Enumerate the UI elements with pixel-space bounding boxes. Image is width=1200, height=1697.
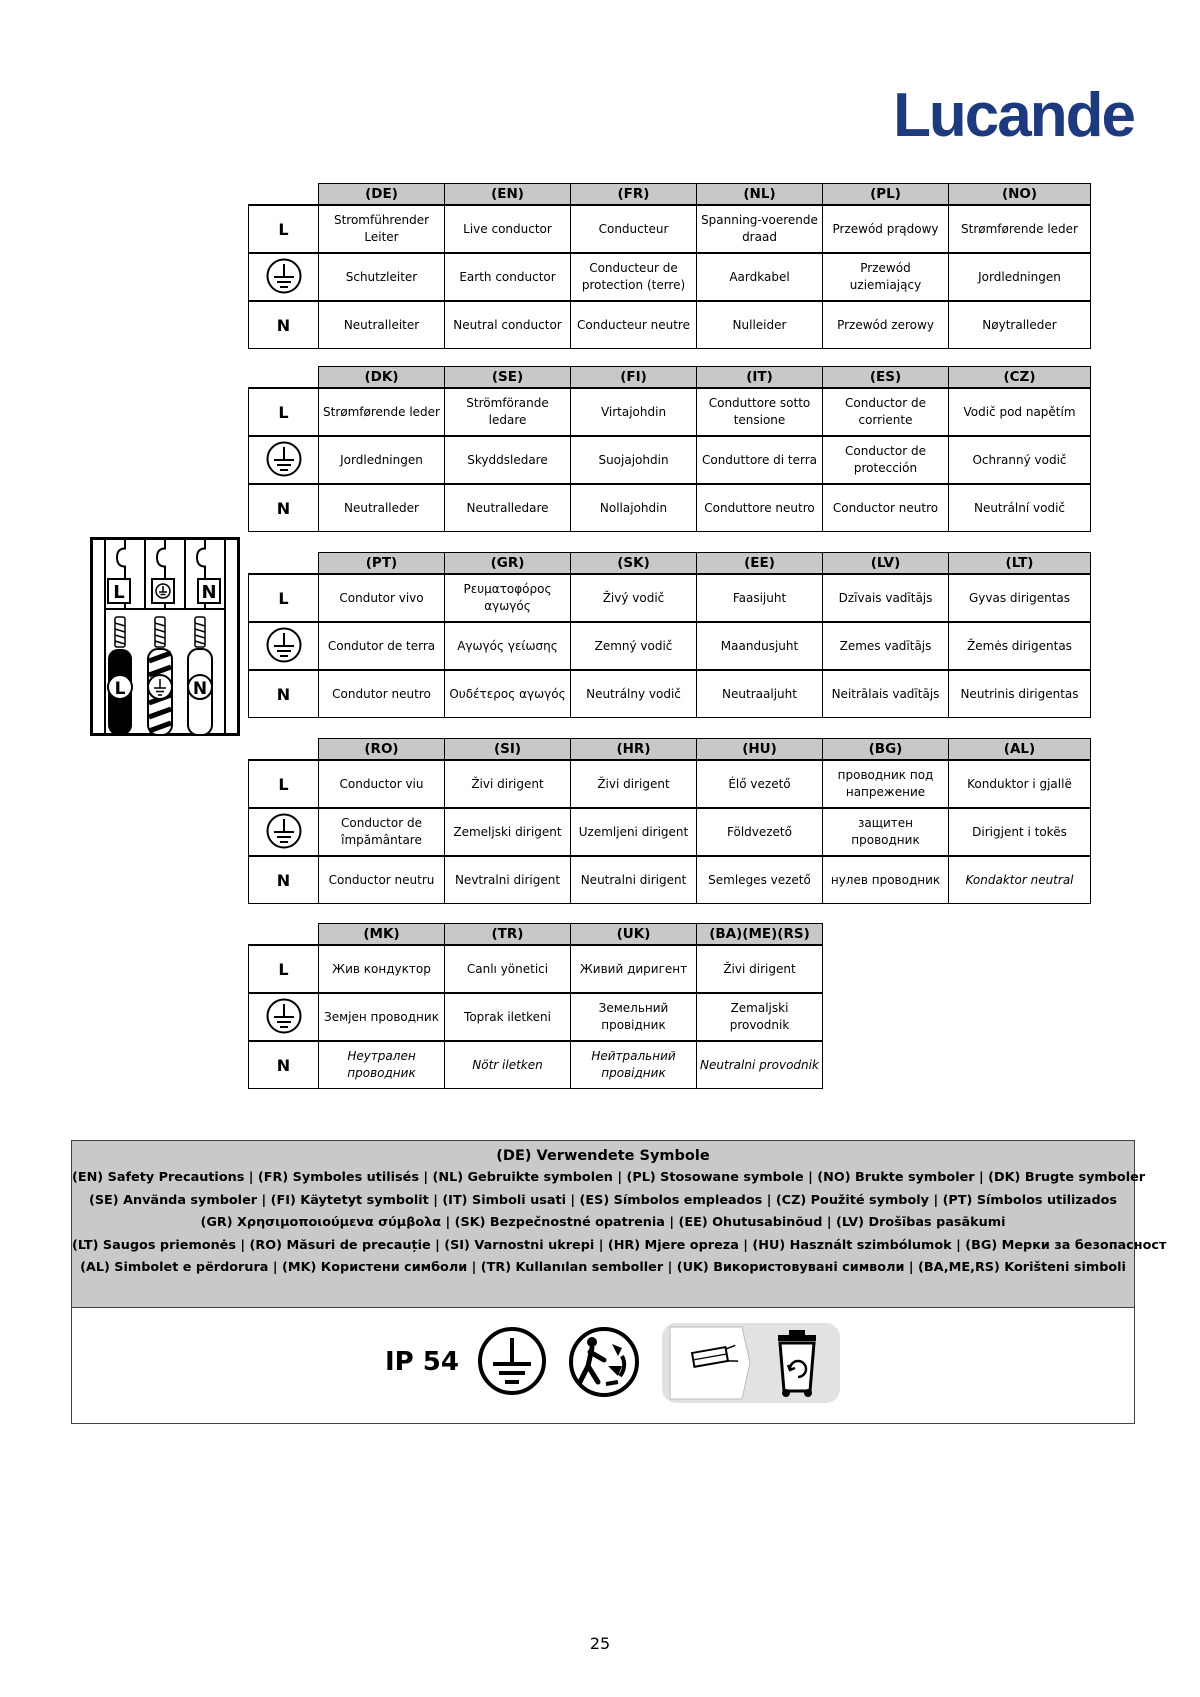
table-cell: Conduttore di terra [697,436,823,484]
language-code: (PT) [319,553,445,575]
table-cell: Vodič pod napětím [949,388,1091,436]
live-row [249,574,1091,622]
table-cell: Uzemljeni dirigent [571,808,697,856]
page-number: 25 [589,1634,611,1653]
neutral-row [249,1041,823,1089]
table-cell: Faasijuht [697,574,823,622]
earth-symbol-icon [249,622,319,670]
table-cell: Αγωγός γείωσης [445,622,571,670]
table-cell: Neutralleder [319,484,445,532]
brand-logo: Lucande [893,81,1134,150]
table-cell: Strømførende leder [319,388,445,436]
table-cell: Dzīvais vadītājs [823,574,949,622]
live-symbol: L [249,388,319,436]
neutral-symbol: N [249,301,319,349]
live-row [249,945,823,993]
language-code: (LV) [823,553,949,575]
table-cell: Nulleider [697,301,823,349]
language-code: (RO) [319,739,445,761]
table-cell: проводник под напрежение [823,760,949,808]
table-cell: Живий диригент [571,945,697,993]
live-symbol: L [249,760,319,808]
language-code: (DE) [319,184,445,206]
table-cell: Земјен проводник [319,993,445,1041]
table-cell: Неутрален проводник [319,1041,445,1089]
language-code: (FR) [571,184,697,206]
language-code: (HR) [571,739,697,761]
table-cell: Strømførende leder [949,205,1091,253]
table-cell: Conductor neutru [319,856,445,904]
table-cell: Semleges vezető [697,856,823,904]
table-cell: Neutraaljuht [697,670,823,718]
table-cell: Condutor de terra [319,622,445,670]
table-cell: Neitrālais vadītājs [823,670,949,718]
disposal-symbols-panel [662,1323,840,1403]
language-code: (IT) [697,367,823,389]
earth-symbol-icon [249,993,319,1041]
symbols-line: (EN) Safety Precautions | (FR) Symboles utilisés | (NL) Gebruikte symbolen | (PL) Stosowane symbole | (NO) Brukte symboler | (DK) Brugte symboler [72,1170,1146,1185]
earth-symbol-icon [249,436,319,484]
table-cell: Conducteur de protection (terre) [571,253,697,301]
symbols-line: (AL) Simbolet e përdorura | (MK) Користени симболи | (TR) Kullanılan semboller | (UK) Використовувані символи | (BA,ME,RS) Korišteni simboli [80,1260,1126,1275]
table-cell: Conductor de protección [823,436,949,484]
neutral-row [249,856,1091,904]
wiring-table-2 [248,366,1091,532]
table-cell: Conductor de corriente [823,388,949,436]
table-cell: Suojajohdin [571,436,697,484]
symbols-line: (LT) Saugos priemonės | (RO) Măsuri de precauție | (SI) Varnostni ukrepi | (HR) Mjere opreza | (HU) Használt szimbólumok | (BG) Мерки за безопасност [72,1237,1167,1253]
language-code: (MK) [319,924,445,946]
table-cell: Neutral conductor [445,301,571,349]
wiring-table-1 [248,183,1091,349]
live-symbol: L [249,945,319,993]
neutral-row [249,484,1091,532]
table-cell: Gyvas dirigentas [949,574,1091,622]
language-header-row [249,184,1091,206]
table-cell: Neutrálny vodič [571,670,697,718]
wiring-table-3 [248,552,1091,718]
table-cell: защитен проводник [823,808,949,856]
earth-symbol-icon [249,808,319,856]
table-cell: Žemės dirigentas [949,622,1091,670]
table-cell: Przewód prądowy [823,205,949,253]
table-cell: Zemes vadītājs [823,622,949,670]
language-header-row [249,739,1091,761]
live-row [249,388,1091,436]
neutral-row [249,301,1091,349]
earth-row [249,993,823,1041]
language-code: (LT) [949,553,1091,575]
live-symbol: L [249,205,319,253]
table-cell: Aardkabel [697,253,823,301]
wire-live [108,649,132,735]
language-code: (SK) [571,553,697,575]
table-cell: Conductor viu [319,760,445,808]
neutral-row [249,670,1091,718]
terminal-block-diagram [90,537,240,737]
language-header-row [249,924,823,946]
table-cell: Earth conductor [445,253,571,301]
ip-rating: IP 54 [385,1347,459,1377]
terminal-label-earth [152,579,174,603]
table-cell: Conducteur [571,205,697,253]
language-code: (FI) [571,367,697,389]
language-code: (SI) [445,739,571,761]
language-code: (NL) [697,184,823,206]
table-cell: Maandusjuht [697,622,823,670]
table-cell: Conduttore sotto tensione [697,388,823,436]
table-cell: Live conductor [445,205,571,253]
table-cell: Neutrální vodič [949,484,1091,532]
terminal-screws [115,617,205,647]
table-cell: Nøytralleder [949,301,1091,349]
earth-symbol-icon [477,1326,547,1396]
table-cell: Virtajohdin [571,388,697,436]
wire-earth [148,649,172,735]
table-cell: Dirigjent i tokës [949,808,1091,856]
table-cell: Kondaktor neutral [949,856,1091,904]
wire-neutral-label: N [192,679,208,699]
symbols-line: (SE) Använda symboler | (FI) Käytetyt symbolit | (IT) Simboli usati | (ES) Símbolos empleados | (CZ) Použité symboly | (PT) Símbolos utilizados [88,1192,1118,1208]
table-cell: Schutzleiter [319,253,445,301]
language-code: (ES) [823,367,949,389]
wiring-table-5 [248,923,823,1089]
table-cell: Zemeljski dirigent [445,808,571,856]
table-cell: Jordledningen [319,436,445,484]
table-cell: нулев проводник [823,856,949,904]
table-cell: Conductor neutro [823,484,949,532]
terminal-neutral-text: N [201,582,217,603]
language-code: (GR) [445,553,571,575]
earth-symbol-icon [249,253,319,301]
symbols-box [71,1140,1167,1424]
table-cell: Živi dirigent [571,760,697,808]
table-cell: Przewód zerowy [823,301,949,349]
language-code: (HU) [697,739,823,761]
table-cell: Nötr iletken [445,1041,571,1089]
neutral-symbol: N [249,670,319,718]
table-cell: Skyddsledare [445,436,571,484]
wheelie-bin-recycle-icon [772,1329,822,1399]
table-cell: Jordledningen [949,253,1091,301]
symbols-line: (GR) Χρησιμοποιούμενα σύμβολα | (SK) Bezpečnostné opatrenia | (EE) Ohutusabinõud | (LV) Drošības pasākumi [200,1215,1006,1230]
language-code: (NO) [949,184,1091,206]
table-cell: Neutralleiter [319,301,445,349]
table-cell: Živi dirigent [697,945,823,993]
table-cell: Ochranný vodič [949,436,1091,484]
language-code: (DK) [319,367,445,389]
neutral-symbol: N [249,484,319,532]
wire-live-label: L [114,679,126,699]
earth-row [249,622,1091,670]
table-cell: Strömförande ledare [445,388,571,436]
live-row [249,760,1091,808]
symbols-icons-row [72,1308,1134,1423]
table-cell: Conductor de împământare [319,808,445,856]
table-cell: Földvezető [697,808,823,856]
earth-row [249,253,1091,301]
table-cell: Živi dirigent [445,760,571,808]
table-cell: Жив кондуктор [319,945,445,993]
table-cell: Élő vezető [697,760,823,808]
table-cell: Condutor vivo [319,574,445,622]
table-cell: Živý vodič [571,574,697,622]
language-code: (TR) [445,924,571,946]
terminal-label-live [108,579,130,603]
table-cell: Zemný vodič [571,622,697,670]
table-cell: Conducteur neutre [571,301,697,349]
language-header-row [249,367,1091,389]
table-cell: Canlı yönetici [445,945,571,993]
neutral-symbol: N [249,856,319,904]
table-cell: Konduktor i gjallë [949,760,1091,808]
table-cell: Nevtralni dirigent [445,856,571,904]
symbols-header [72,1141,1167,1308]
table-cell: Ρευματοφόρος αγωγός [445,574,571,622]
language-code: (PL) [823,184,949,206]
table-cell: Zemaljski provodnik [697,993,823,1041]
table-cell: Neutralni dirigent [571,856,697,904]
table-cell: Toprak iletkeni [445,993,571,1041]
live-symbol: L [249,574,319,622]
recycling-person-icon [568,1326,640,1398]
table-cell: Ουδέτερος αγωγός [445,670,571,718]
language-code: (EE) [697,553,823,575]
table-cell: Conduttore neutro [697,484,823,532]
table-cell: Neutralledare [445,484,571,532]
earth-row [249,808,1091,856]
language-code: (UK) [571,924,697,946]
table-cell: Нейтральний провідник [571,1041,697,1089]
language-code: (BA)(ME)(RS) [697,924,823,946]
terminal-label-neutral [198,579,220,603]
table-cell: Spanning-voerende draad [697,205,823,253]
table-cell: Nollajohdin [571,484,697,532]
wiring-table-4 [248,738,1091,904]
table-cell: Condutor neutro [319,670,445,718]
table-cell: Neutralni provodnik [697,1041,823,1089]
language-code: (BG) [823,739,949,761]
neutral-symbol: N [249,1041,319,1089]
earth-row [249,436,1091,484]
language-code: (AL) [949,739,1091,761]
table-cell: Stromführender Leiter [319,205,445,253]
language-code: (EN) [445,184,571,206]
language-code: (SE) [445,367,571,389]
wire-neutral [188,649,212,735]
table-cell: Przewód uziemiający [823,253,949,301]
terminal-live-text: L [113,582,125,603]
language-header-row [249,553,1091,575]
language-code: (CZ) [949,367,1091,389]
symbols-title: (DE) Verwendete Symbole [496,1148,710,1164]
table-cell: Neutrinis dirigentas [949,670,1091,718]
table-cell: Земельний провідник [571,993,697,1041]
live-row [249,205,1091,253]
